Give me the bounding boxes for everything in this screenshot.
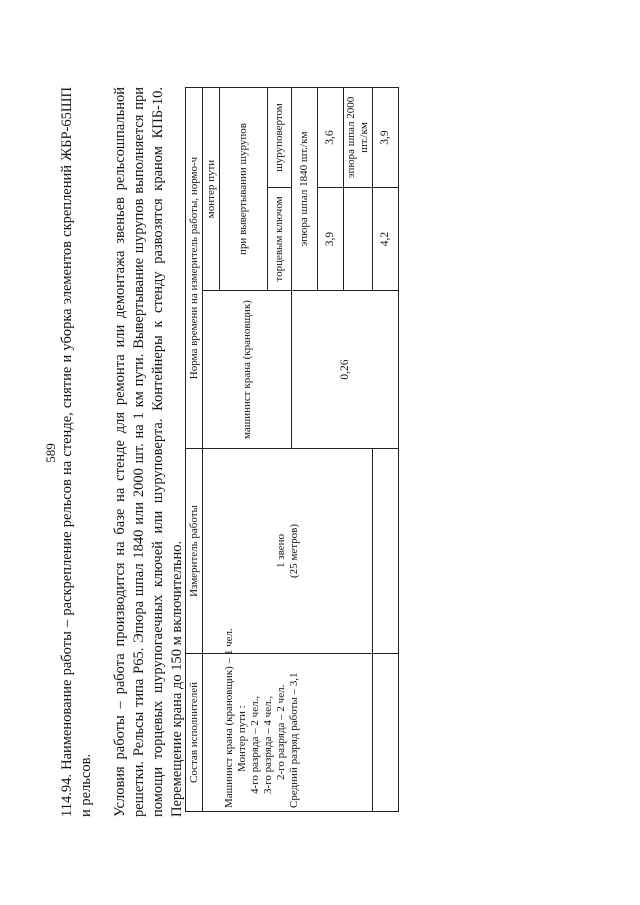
crew-line: Средний разряд работы – 3,1 bbox=[288, 672, 300, 808]
header-screwdriver: шуруповертом bbox=[268, 87, 292, 187]
section-title: 114.94. Наименование работы – раскрепление рельсов на стенде, снятие и уборка элементов скреплений ЖБР-65ШП и рельсов. bbox=[59, 87, 94, 817]
header-crew: Состав исполнителей bbox=[186, 654, 203, 812]
work-unit-line: (25 метров) bbox=[287, 523, 300, 579]
time-norm-table bbox=[185, 87, 399, 812]
header-crane-operator: машинист крана (крановщик) bbox=[203, 291, 292, 449]
work-conditions: Условия работы – работа производится на базе на стенде для ремонта или демонтажа звеньев рельсошпальной решетки. Рельсы типа Р65. Эпюра шпал 1840 или 2000 шт. на 1 км пути. Вывертывание шурупов выполняется при помощи торцевых шурупогаечных ключей или шуруповерта. Контейнеры к стенду развозятся краном КПБ-10. Перемещение крана до 150 м включительно. bbox=[112, 87, 185, 817]
crew-composition-cell bbox=[203, 628, 373, 812]
norm-screwdriver-2000: 3,9 bbox=[373, 87, 399, 187]
work-unit-cell bbox=[203, 449, 373, 654]
norm-screwdriver-1840: 3,6 bbox=[318, 87, 344, 187]
crew-line: 2-го разряда – 2 чел. bbox=[275, 684, 287, 780]
work-unit-line: 1 звено bbox=[274, 534, 287, 568]
crane-operator-norm: 0,26 bbox=[292, 291, 399, 449]
blank-cell bbox=[373, 449, 399, 654]
blank-cell bbox=[373, 654, 399, 812]
crew-line: Монтер пути : bbox=[236, 705, 248, 772]
page-number: 589 bbox=[43, 443, 58, 463]
crew-line: 3-го разряда – 4 чел., bbox=[262, 695, 274, 794]
epure-label-2000: эпюра шпал 2000 шт./км bbox=[344, 87, 373, 187]
norm-wrench-1840: 3,9 bbox=[318, 188, 344, 291]
header-socket-wrench: торцевым ключом bbox=[268, 188, 292, 291]
header-unit: Измеритель работы bbox=[186, 449, 203, 654]
epure-label-1840: эпюра шпал 1840 шт./км bbox=[292, 87, 318, 290]
crew-line: 4-го разряда – 2 чел., bbox=[249, 695, 261, 794]
header-track-fitter: монтер пути bbox=[203, 87, 220, 290]
crew-line: Машинист крана (крановщик) – 1 чел. bbox=[223, 628, 235, 808]
header-norm: Норма времени на измеритель работы, нормо-ч bbox=[186, 87, 203, 448]
blank-cell bbox=[344, 188, 373, 291]
header-unscrewing: при вывертывании шурупов bbox=[220, 87, 268, 290]
norm-wrench-2000: 4,2 bbox=[373, 188, 399, 291]
